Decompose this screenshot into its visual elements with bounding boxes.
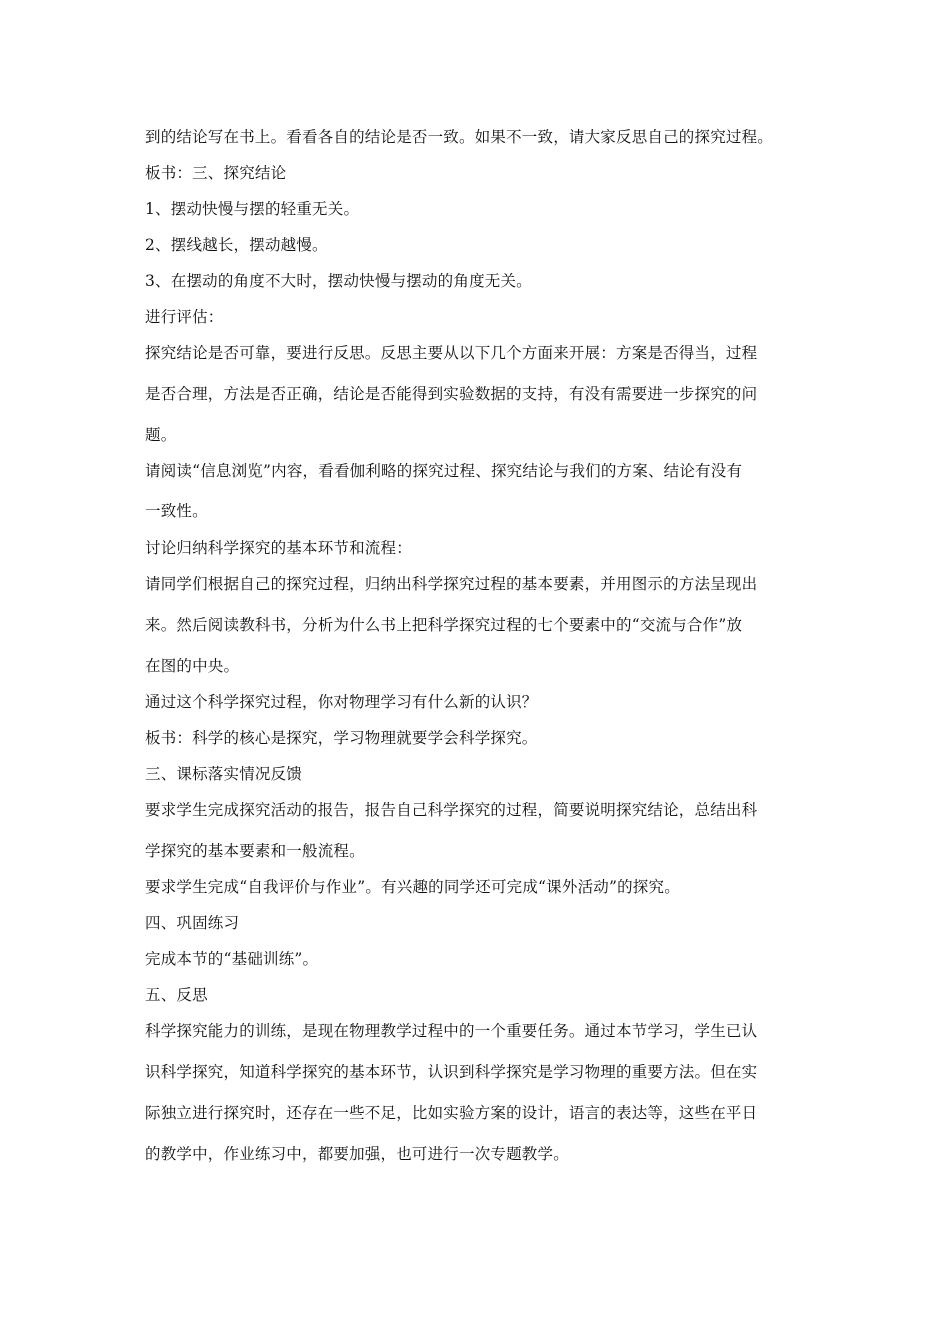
paragraph-line: 题。 xyxy=(145,426,177,444)
paragraph-line: 到的结论写在书上。看看各自的结论是否一致。如果不一致，请大家反思自己的探究过程。 xyxy=(145,128,774,146)
paragraph-line: 板书：科学的核心是探究，学习物理就要学会科学探究。 xyxy=(145,729,538,747)
paragraph-line: 在图的中央。 xyxy=(145,657,240,675)
paragraph-line: 板书：三、探究结论 xyxy=(145,164,287,182)
paragraph-line: 学探究的基本要素和一般流程。 xyxy=(145,842,365,860)
paragraph-line: 通过这个科学探究过程，你对物理学习有什么新的认识？ xyxy=(145,693,538,711)
paragraph-line: 是否合理，方法是否正确，结论是否能得到实验数据的支持，有没有需要进一步探究的问 xyxy=(145,385,758,403)
paragraph-line: 完成本节的“基础训练”。 xyxy=(145,950,319,968)
paragraph-line: 探究结论是否可靠，要进行反思。反思主要从以下几个方面来开展：方案是否得当，过程 xyxy=(145,344,758,362)
paragraph-line: 要求学生完成探究活动的报告，报告自己科学探究的过程，简要说明探究结论，总结出科 xyxy=(145,801,758,819)
paragraph-line: 请阅读“信息浏览”内容，看看伽利略的探究过程、探究结论与我们的方案、结论有没有 xyxy=(145,462,743,480)
section-heading: 五、反思 xyxy=(145,986,208,1004)
paragraph-line: 一致性。 xyxy=(145,502,208,520)
paragraph-line: 3、在摆动的角度不大时，摆动快慢与摆动的角度无关。 xyxy=(145,272,532,290)
paragraph-line: 的教学中，作业练习中，都要加强，也可进行一次专题教学。 xyxy=(145,1145,569,1163)
paragraph-line: 请同学们根据自己的探究过程，归纳出科学探究过程的基本要素，并用图示的方法呈现出 xyxy=(145,575,758,593)
section-heading: 四、巩固练习 xyxy=(145,914,240,932)
section-heading: 三、课标落实情况反馈 xyxy=(145,765,303,783)
paragraph-line: 进行评估： xyxy=(145,308,224,326)
paragraph-line: 讨论归纳科学探究的基本环节和流程： xyxy=(145,539,412,557)
paragraph-line: 2、摆线越长，摆动越慢。 xyxy=(145,236,328,254)
paragraph-line: 际独立进行探究时，还存在一些不足，比如实验方案的设计，语言的表达等，这些在平日 xyxy=(145,1104,758,1122)
paragraph-line: 识科学探究，知道科学探究的基本环节，认识到科学探究是学习物理的重要方法。但在实 xyxy=(145,1063,758,1081)
paragraph-line: 来。然后阅读教科书，分析为什么书上把科学探究过程的七个要素中的“交流与合作”放 xyxy=(145,616,743,634)
paragraph-line: 1、摆动快慢与摆的轻重无关。 xyxy=(145,200,360,218)
paragraph-line: 要求学生完成“自我评价与作业”。有兴趣的同学还可完成“课外活动”的探究。 xyxy=(145,878,680,896)
paragraph-line: 科学探究能力的训练，是现在物理教学过程中的一个重要任务。通过本节学习，学生已认 xyxy=(145,1022,758,1040)
